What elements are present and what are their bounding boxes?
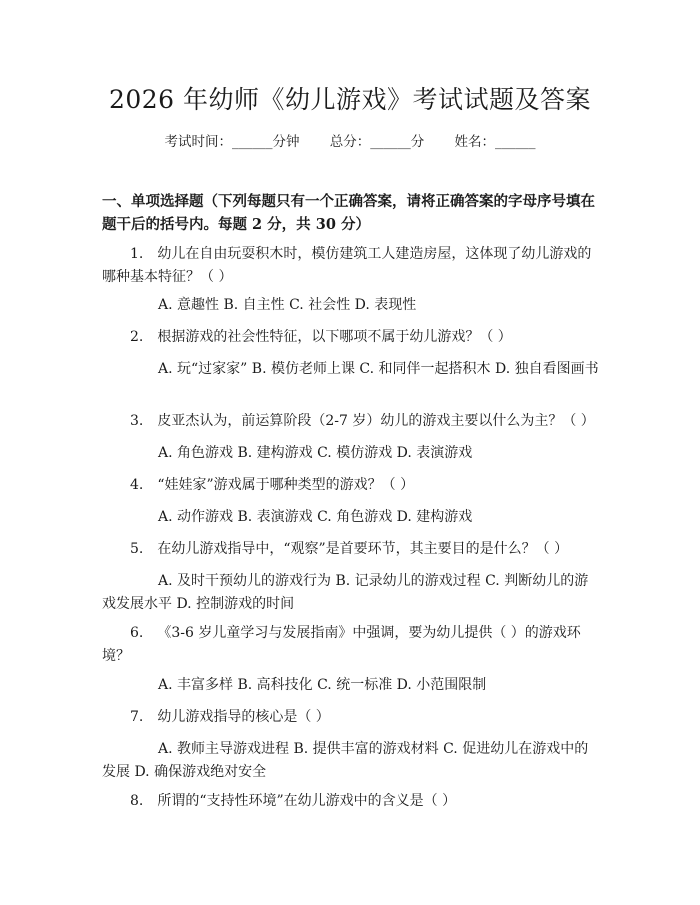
question-2 bbox=[102, 326, 600, 349]
question-number: 7. bbox=[130, 709, 144, 725]
question-text: 在幼儿游戏指导中，“观察”是首要环节，其主要目的是什么？（ ） bbox=[157, 541, 569, 557]
question-number: 1. bbox=[130, 246, 144, 262]
question-text: 幼儿游戏指导的核心是（ ） bbox=[157, 709, 330, 725]
total-score-field: 总分：______分 bbox=[329, 134, 425, 150]
question-text: “娃娃家”游戏属于哪种类型的游戏？（ ） bbox=[157, 477, 415, 493]
question-5-options: A. 及时干预幼儿的游戏行为 B. 记录幼儿的游戏过程 C. 判断幼儿的游戏发展水平 D. 控制游戏的时间 bbox=[102, 573, 589, 612]
question-text: 所谓的“支持性环境”在幼儿游戏中的含义是（ ） bbox=[157, 793, 457, 809]
question-1-options: A. 意趣性 B. 自主性 C. 社会性 D. 表现性 bbox=[158, 297, 417, 313]
question-number: 3. bbox=[130, 413, 144, 429]
question-7 bbox=[102, 706, 600, 729]
question-8 bbox=[102, 790, 600, 813]
question-text: 幼儿在自由玩耍积木时，模仿建筑工人建造房屋，这体现了幼儿游戏的哪种基本特征？（ ） bbox=[102, 246, 592, 285]
exam-meta bbox=[0, 130, 700, 150]
question-number: 4. bbox=[130, 477, 144, 493]
exam-time-field: 考试时间：______分钟 bbox=[164, 134, 300, 150]
question-text: 《3-6 岁儿童学习与发展指南》中强调，要为幼儿提供（ ）的游戏环境？ bbox=[102, 625, 581, 664]
question-6 bbox=[102, 622, 600, 668]
question-5 bbox=[102, 538, 600, 561]
question-3-options: A. 角色游戏 B. 建构游戏 C. 模仿游戏 D. 表演游戏 bbox=[158, 445, 473, 461]
question-text: 根据游戏的社会性特征，以下哪项不属于幼儿游戏？（ ） bbox=[157, 329, 512, 345]
question-4-options: A. 动作游戏 B. 表演游戏 C. 角色游戏 D. 建构游戏 bbox=[158, 509, 473, 525]
question-7-options: A. 教师主导游戏进程 B. 提供丰富的游戏材料 C. 促进幼儿在游戏中的发展 D. 确保游戏绝对安全 bbox=[102, 741, 589, 780]
question-text: 皮亚杰认为，前运算阶段（2-7 岁）幼儿的游戏主要以什么为主？（ ） bbox=[157, 413, 595, 429]
question-6-options: A. 丰富多样 B. 高科技化 C. 统一标准 D. 小范围限制 bbox=[158, 677, 487, 693]
question-number: 5. bbox=[130, 541, 144, 557]
student-name-field: 姓名：______ bbox=[454, 134, 536, 150]
section-heading: 一、单项选择题（下列每题只有一个正确答案，请将正确答案的字母序号填在题干后的括号内。每题 2 分，共 30 分） bbox=[102, 193, 595, 233]
question-number: 2. bbox=[130, 329, 144, 345]
question-4 bbox=[102, 474, 600, 497]
question-number: 6. bbox=[130, 625, 144, 641]
question-2-options: A. 玩“过家家” B. 模仿老师上课 C. 和同伴一起搭积木 D. 独自看图画书 bbox=[158, 361, 599, 377]
page-title: 2026 年幼师《幼儿游戏》考试试题及答案 bbox=[108, 85, 592, 114]
question-number: 8. bbox=[130, 793, 144, 809]
question-1 bbox=[102, 243, 600, 289]
question-3 bbox=[102, 410, 600, 433]
